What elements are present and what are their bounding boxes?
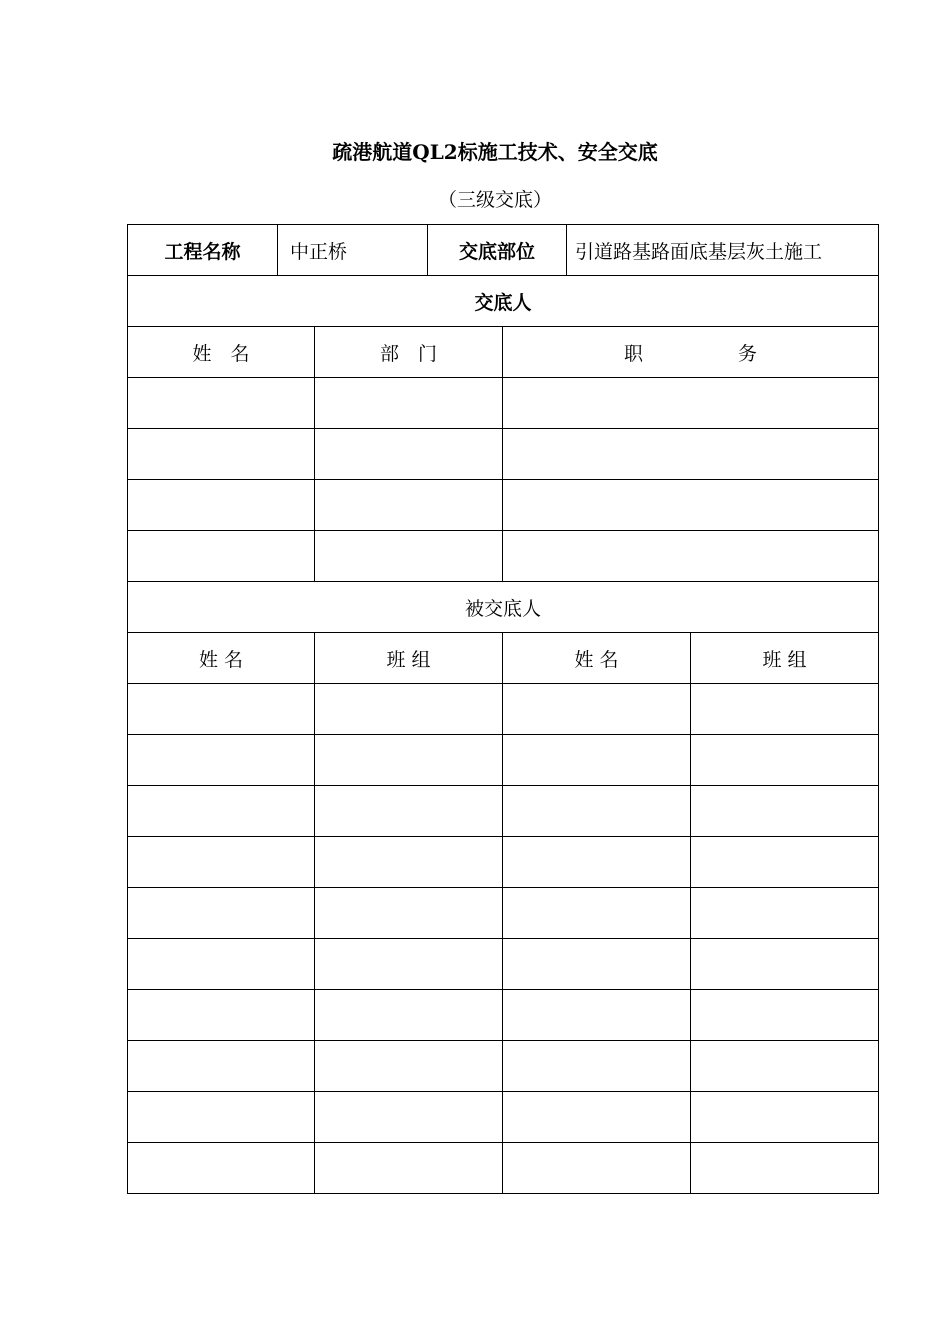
discloser-dept-cell[interactable] [315,378,503,429]
recipient-name-cell[interactable] [503,1092,691,1143]
recipients-section-row [128,582,879,633]
recipient-row [128,786,879,837]
discloser-row [128,378,879,429]
document-subtitle: （三级交底） [437,189,552,211]
recipient-team-cell[interactable] [315,837,503,888]
discloser-section-label: 交底人 [128,276,879,327]
recipient-row [128,837,879,888]
discloser-name-cell[interactable] [128,480,315,531]
project-name-value[interactable]: 中正桥 [278,225,428,276]
recipient-row [128,1092,879,1143]
recipient-row [128,939,879,990]
discloser-row [128,480,879,531]
recipient-row [128,1041,879,1092]
recipient-name-cell[interactable] [503,786,691,837]
recipient-team-cell[interactable] [315,786,503,837]
recipient-name-cell[interactable] [503,990,691,1041]
recipients-section-label: 被交底人 [128,582,879,633]
recipient-team-cell[interactable] [691,888,879,939]
recipient-name-cell[interactable] [503,837,691,888]
recipient-name-cell[interactable] [128,1092,315,1143]
disclosure-part-label: 交底部位 [428,225,567,276]
recipient-team-cell[interactable] [315,939,503,990]
recipient-name-cell[interactable] [503,735,691,786]
recipient-name-cell[interactable] [128,1041,315,1092]
recipient-team-cell[interactable] [691,837,879,888]
recipient-row [128,888,879,939]
recipient-team-cell[interactable] [315,888,503,939]
discloser-name-header: 姓 名 [128,327,315,378]
recipient-name-cell[interactable] [503,939,691,990]
recipient-row [128,1143,879,1194]
discloser-dept-cell[interactable] [315,429,503,480]
recipient-team-cell[interactable] [315,1092,503,1143]
disclosure-part-value[interactable]: 引道路基路面底基层灰土施工 [567,225,879,276]
recipient-name-cell[interactable] [128,837,315,888]
discloser-section-row [128,276,879,327]
recipient-name-cell[interactable] [503,888,691,939]
recipient-team-cell[interactable] [691,1092,879,1143]
recipient-name-cell[interactable] [503,1143,691,1194]
discloser-dept-cell[interactable] [315,531,503,582]
recipient-row [128,735,879,786]
recipient-name-cell[interactable] [128,990,315,1041]
recipient-name-header: 姓 名 [128,633,315,684]
recipient-team-cell[interactable] [691,939,879,990]
discloser-name-cell[interactable] [128,531,315,582]
recipient-name-cell[interactable] [503,1041,691,1092]
recipient-team-cell[interactable] [315,990,503,1041]
recipient-team-cell[interactable] [691,1143,879,1194]
recipient-team-cell[interactable] [315,1041,503,1092]
recipient-row [128,990,879,1041]
recipient-name-cell[interactable] [128,735,315,786]
recipient-team-cell[interactable] [691,1041,879,1092]
discloser-name-cell[interactable] [128,429,315,480]
discloser-dept-header: 部 门 [315,327,503,378]
recipient-team-cell[interactable] [691,735,879,786]
project-row [128,225,879,276]
recipient-team-cell[interactable] [315,735,503,786]
recipient-team-cell[interactable] [691,684,879,735]
recipient-team-header: 班 组 [691,633,879,684]
recipient-row [128,684,879,735]
recipient-name-cell[interactable] [503,684,691,735]
recipient-team-cell[interactable] [315,684,503,735]
recipient-name-cell[interactable] [128,888,315,939]
discloser-row [128,429,879,480]
recipient-team-cell[interactable] [315,1143,503,1194]
recipient-name-cell[interactable] [128,684,315,735]
discloser-position-cell[interactable] [503,480,879,531]
discloser-position-cell[interactable] [503,429,879,480]
disclosure-form [127,224,879,1194]
recipients-header-row [128,633,879,684]
recipient-team-cell[interactable] [691,990,879,1041]
discloser-position-header: 职 务 [503,327,879,378]
discloser-header-row [128,327,879,378]
document-title: 疏港航道QL2标施工技术、安全交底 [332,140,658,164]
recipient-team-cell[interactable] [691,786,879,837]
discloser-dept-cell[interactable] [315,480,503,531]
recipient-name-header: 姓 名 [503,633,691,684]
discloser-row [128,531,879,582]
recipient-name-cell[interactable] [128,1143,315,1194]
recipient-team-header: 班 组 [315,633,503,684]
discloser-position-cell[interactable] [503,378,879,429]
discloser-position-cell[interactable] [503,531,879,582]
discloser-name-cell[interactable] [128,378,315,429]
recipient-name-cell[interactable] [128,786,315,837]
recipient-name-cell[interactable] [128,939,315,990]
project-name-label: 工程名称 [128,225,278,276]
